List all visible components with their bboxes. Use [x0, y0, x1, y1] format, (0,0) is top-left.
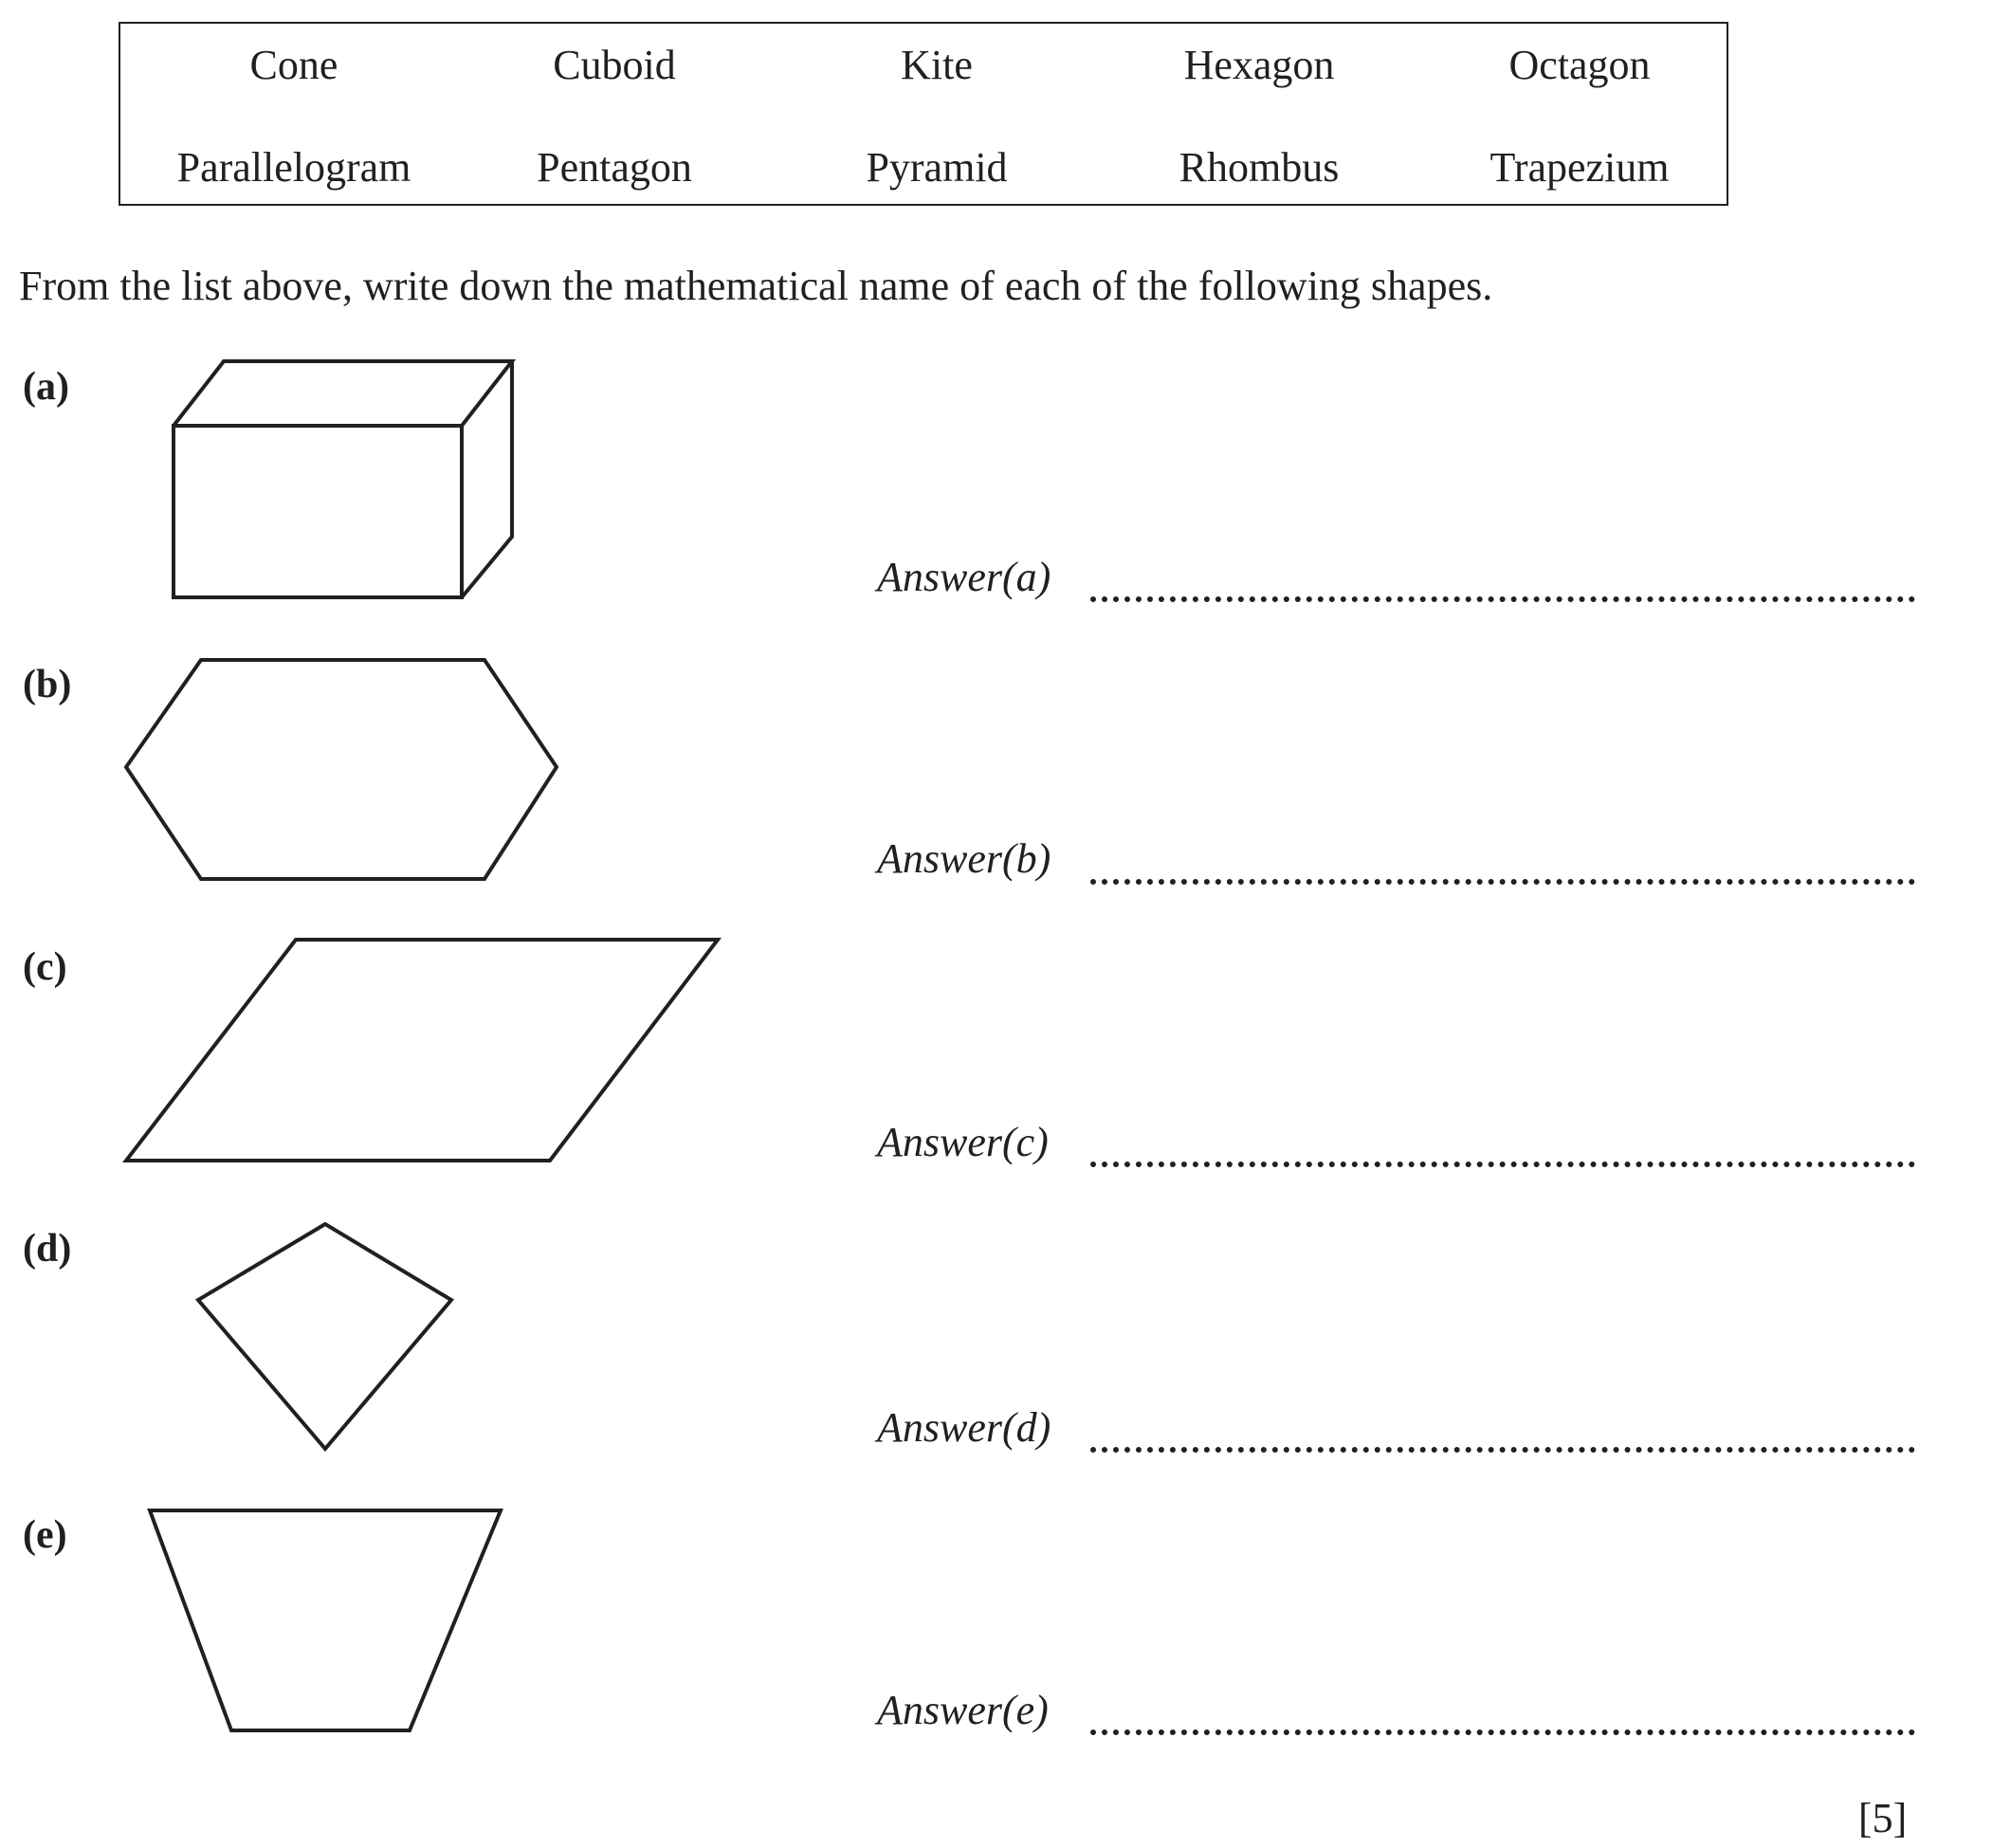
kite-shape — [198, 1224, 451, 1449]
trapezium-shape — [150, 1510, 501, 1730]
word-cone: Cone — [249, 42, 338, 88]
word-pentagon: Pentagon — [537, 144, 692, 191]
answer-label-a: Answer(a) — [877, 554, 1051, 600]
answer-line-d[interactable] — [1090, 1447, 1915, 1453]
answer-label-c: Answer(c) — [877, 1119, 1049, 1165]
question-instruction: From the list above, write down the mathematical name of each of the following shapes. — [19, 263, 1493, 309]
part-label-e: (e) — [23, 1513, 67, 1557]
answer-label-e: Answer(e) — [877, 1687, 1049, 1733]
answer-line-e[interactable] — [1090, 1729, 1915, 1735]
part-label-b: (b) — [23, 663, 72, 706]
marks-total: [5] — [1858, 1795, 1908, 1841]
answer-label-d: Answer(d) — [877, 1404, 1051, 1451]
part-label-a: (a) — [23, 365, 69, 409]
answer-line-a[interactable] — [1090, 596, 1915, 602]
word-parallelogram: Parallelogram — [176, 144, 411, 191]
word-octagon: Octagon — [1508, 42, 1651, 88]
word-rhombus: Rhombus — [1179, 144, 1340, 191]
word-kite: Kite — [901, 42, 973, 88]
part-label-c: (c) — [23, 945, 67, 989]
word-pyramid: Pyramid — [866, 144, 1008, 191]
hexagon-shape — [126, 660, 557, 879]
word-cuboid: Cuboid — [553, 42, 676, 88]
part-label-d: (d) — [23, 1227, 72, 1271]
parallelogram-shape — [126, 940, 718, 1161]
cuboid-shape — [174, 361, 512, 597]
answer-line-c[interactable] — [1090, 1162, 1915, 1167]
answer-line-b[interactable] — [1090, 879, 1915, 885]
word-hexagon: Hexagon — [1183, 42, 1335, 88]
answer-label-b: Answer(b) — [877, 835, 1051, 882]
word-trapezium: Trapezium — [1489, 144, 1670, 191]
